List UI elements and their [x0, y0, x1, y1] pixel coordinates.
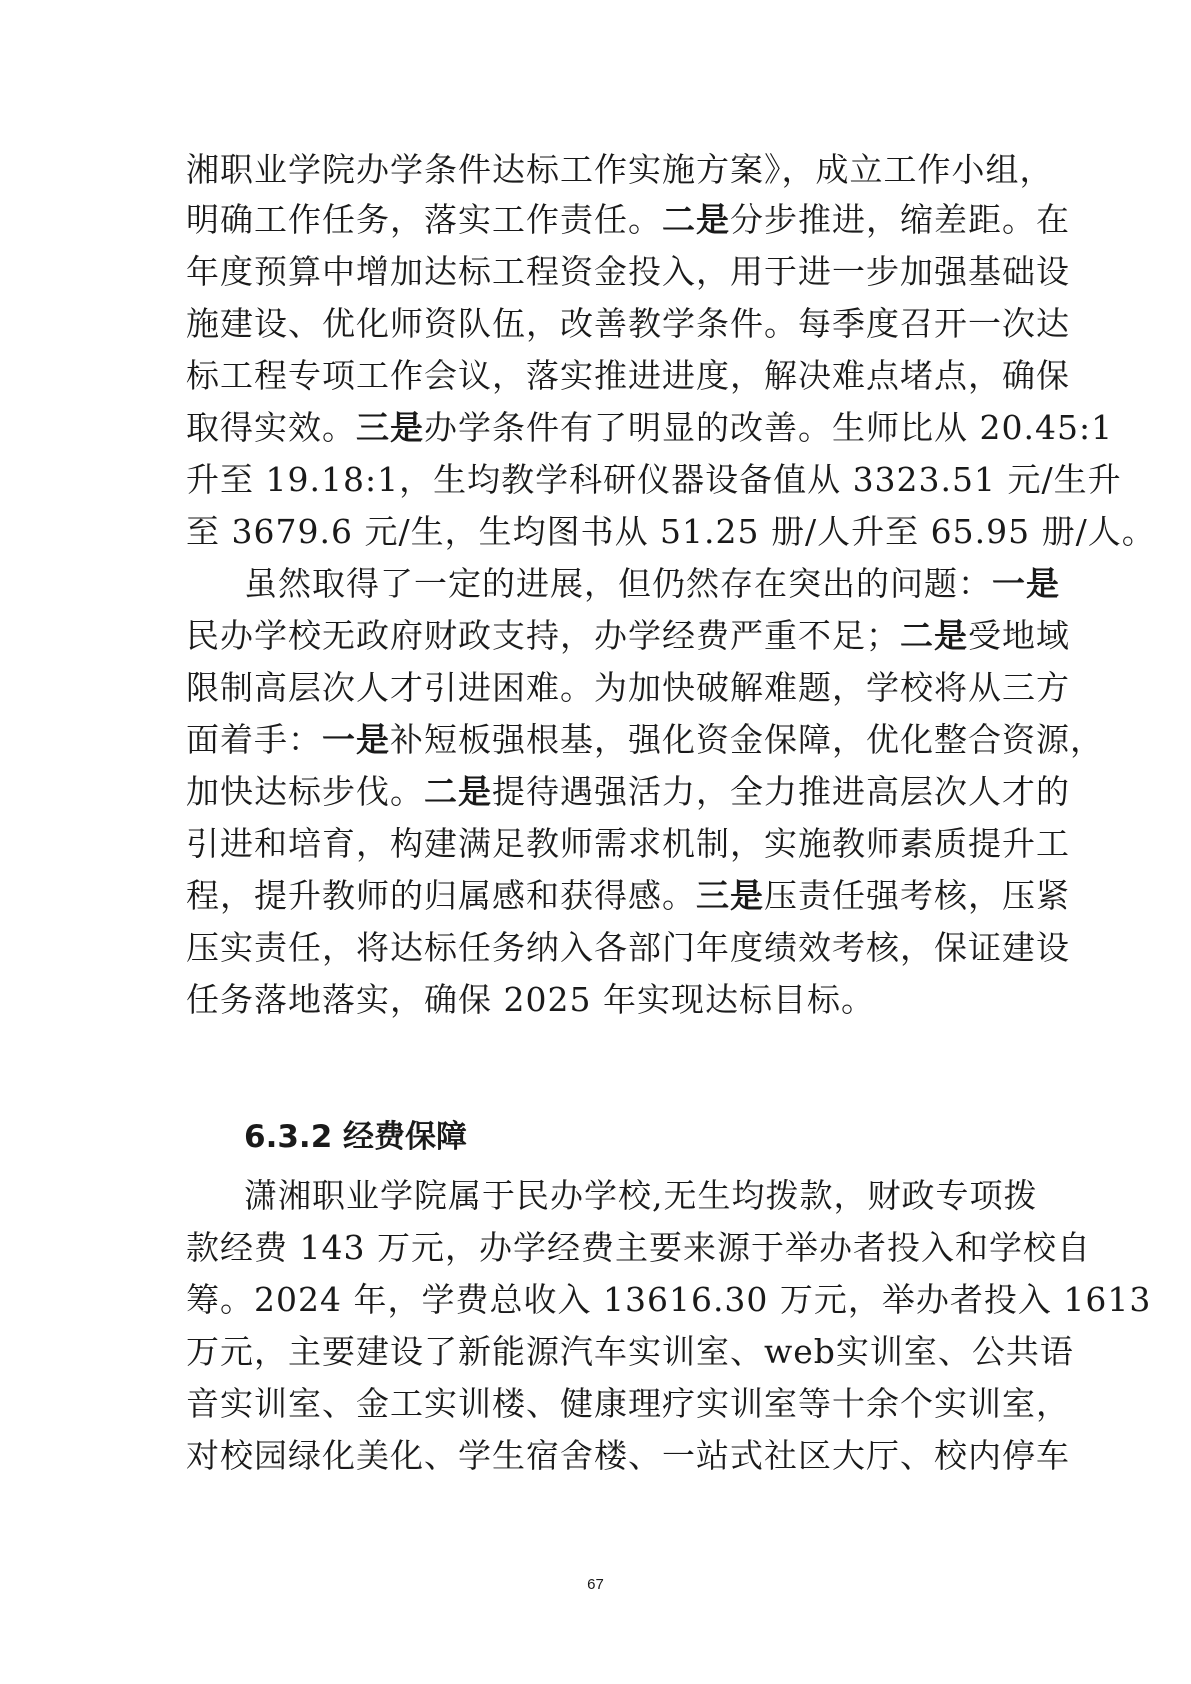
- emphasis-label: 二是: [424, 772, 492, 811]
- paragraph-line: 升至 19.18:1，生均教学科研仪器设备值从 3323.51 元/生升: [186, 460, 1122, 499]
- emphasis-label: 二是: [662, 200, 730, 239]
- emphasis-label: 三是: [356, 408, 424, 447]
- paragraph-line: 加快达标步伐。二是提待遇强活力，全力推进高层次人才的: [186, 772, 1070, 811]
- paragraph-line: 程，提升教师的归属感和获得感。三是压责任强考核，压紧: [186, 876, 1070, 915]
- paragraph-line: 任务落地落实，确保 2025 年实现达标目标。: [186, 980, 875, 1019]
- emphasis-label: 二是: [900, 616, 968, 655]
- paragraph-line: 音实训室、金工实训楼、健康理疗实训室等十余个实训室，: [186, 1384, 1070, 1423]
- paragraph-line: 虽然取得了一定的进展，但仍然存在突出的问题：一是: [244, 564, 1060, 603]
- paragraph-line: 标工程专项工作会议，落实推进进度，解决难点堵点，确保: [186, 356, 1070, 395]
- paragraph-line: 限制高层次人才引进困难。为加快破解难题，学校将从三方: [186, 668, 1070, 707]
- emphasis-label: 一是: [992, 564, 1060, 603]
- paragraph-line: 至 3679.6 元/生，生均图书从 51.25 册/人升至 65.95 册/人。: [186, 512, 1156, 551]
- paragraph-line: 面着手：一是补短板强根基，强化资金保障，优化整合资源，: [186, 720, 1104, 759]
- section-heading: 6.3.2 经费保障: [244, 1119, 468, 1155]
- emphasis-label: 一是: [322, 720, 390, 759]
- paragraph-line: 民办学校无政府财政支持，办学经费严重不足；二是受地域: [186, 616, 1070, 655]
- paragraph-line: 压实责任，将达标任务纳入各部门年度绩效考核，保证建设: [186, 928, 1070, 967]
- paragraph-line: 明确工作任务，落实工作责任。二是分步推进，缩差距。在: [186, 200, 1070, 239]
- paragraph-line: 施建设、优化师资队伍，改善教学条件。每季度召开一次达: [186, 304, 1070, 343]
- emphasis-label: 三是: [696, 876, 764, 915]
- paragraph-line: 引进和培育，构建满足教师需求机制，实施教师素质提升工: [186, 824, 1070, 863]
- page-number: 67: [587, 1576, 604, 1593]
- paragraph-line: 万元，主要建设了新能源汽车实训室、web实训室、公共语: [186, 1332, 1074, 1371]
- paragraph-line: 潇湘职业学院属于民办学校,无生均拨款，财政专项拨: [244, 1176, 1038, 1215]
- paragraph-line: 年度预算中增加达标工程资金投入，用于进一步加强基础设: [186, 252, 1070, 291]
- paragraph-line: 湘职业学院办学条件达标工作实施方案》，成立工作小组，: [186, 150, 1054, 189]
- paragraph-line: 取得实效。三是办学条件有了明显的改善。生师比从 20.45:1: [186, 408, 1114, 447]
- paragraph-line: 筹。2024 年，学费总收入 13616.30 万元，举办者投入 1613: [186, 1280, 1152, 1319]
- paragraph-line: 对校园绿化美化、学生宿舍楼、一站式社区大厅、校内停车: [186, 1436, 1070, 1475]
- paragraph-line: 款经费 143 万元，办学经费主要来源于举办者投入和学校自: [186, 1228, 1091, 1267]
